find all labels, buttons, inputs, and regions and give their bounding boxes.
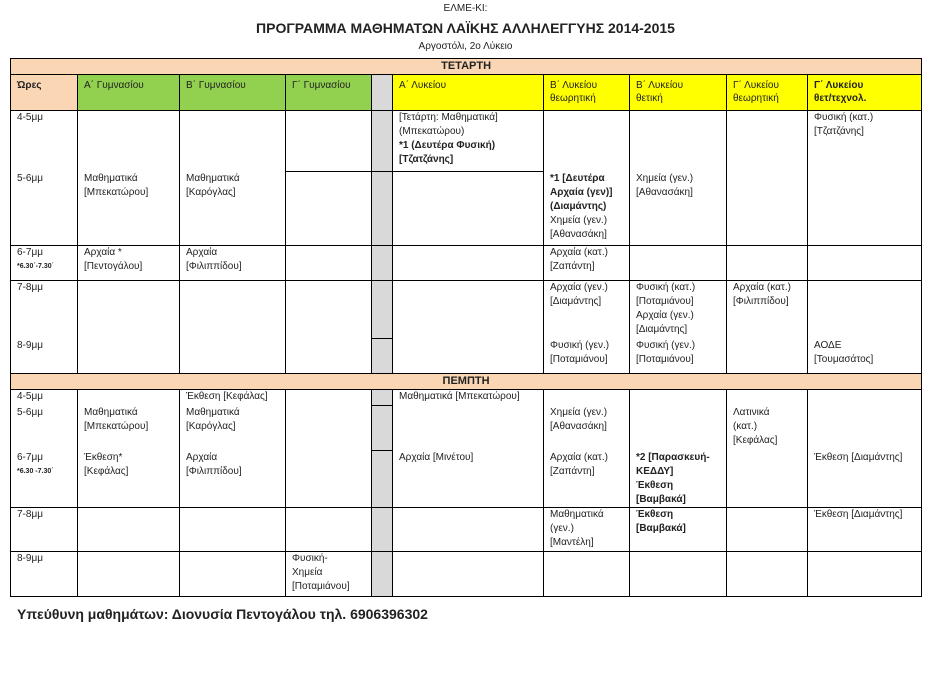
page-subtitle: Αργοστόλι, 2ο Λύκειο bbox=[418, 41, 513, 52]
table-row bbox=[11, 406, 922, 451]
hour-cell: 7-8μμ bbox=[11, 508, 78, 552]
lesson-cell: Μαθηματικά [Μπεκατώρου] bbox=[393, 390, 544, 406]
page-title: ΠΡΟΓΡΑΜΜΑ ΜΑΘΗΜΑΤΩΝ ΛΑΪΚΗΣ ΑΛΛΗΛΕΓΓΥΗΣ 2014-2015 bbox=[256, 20, 675, 36]
table-row bbox=[11, 246, 922, 281]
col-header-a-lyk: Α΄ Λυκείου bbox=[393, 75, 544, 111]
lesson-cell: Έκθεση [Διαμάντης] bbox=[808, 508, 922, 552]
lesson-cell: *2 [Παρασκευή- ΚΕΔΔΥ] Έκθεση [Βαμβακά] bbox=[630, 451, 727, 508]
hour-note: *6.30΄-7.30΄ bbox=[17, 263, 54, 270]
day-row-wednesday bbox=[11, 59, 922, 75]
lesson-cell: Μαθηματικά [Καρόγλας] bbox=[180, 172, 286, 246]
day-label: ΤΕΤΑΡΤΗ bbox=[11, 59, 922, 75]
org-label: ΕΛΜΕ-ΚΙ: bbox=[443, 3, 488, 14]
col-header-b-lyk-theor: Β΄ Λυκείου θεωρητική bbox=[544, 75, 630, 111]
hour-cell: 6-7μμ *6.30΄-7.30΄ bbox=[11, 246, 78, 281]
lesson-cell: Λατινικά (κατ.) [Κεφάλας] bbox=[727, 406, 808, 451]
table-row bbox=[11, 111, 922, 172]
table-row bbox=[11, 339, 922, 374]
lesson-cell: [Τετάρτη: Μαθηματικά] (Μπεκατώρου) *1 (Δευτέρα Φυσική) [Τζατζάνης] bbox=[393, 111, 544, 172]
hour-cell: 7-8μμ bbox=[11, 281, 78, 339]
lesson-cell: Μαθηματικά (γεν.) [Μαντέλη] bbox=[544, 508, 630, 552]
lesson-cell: ΑΟΔΕ [Τουμασάτος] bbox=[808, 339, 922, 374]
lesson-cell: Αρχαία [Μινέτου] bbox=[393, 451, 544, 508]
col-header-c-lyk-thet: Γ΄ Λυκείου θετ/τεχνολ. bbox=[808, 75, 922, 111]
hour-note: *6.30 -7.30΄ bbox=[17, 467, 54, 475]
lesson-cell: Αρχαία (κατ.) [Ζαπάντη] bbox=[544, 246, 630, 281]
lesson-cell: Μαθηματικά [Μπεκατώρου] bbox=[78, 406, 180, 451]
lesson-cell: Αρχαία * [Πεντογάλου] bbox=[78, 246, 180, 281]
table-row bbox=[11, 552, 922, 597]
table-row bbox=[11, 281, 922, 339]
hour-cell: 8-9μμ bbox=[11, 339, 78, 374]
col-header-a-gym: Α΄ Γυμνασίου bbox=[78, 75, 180, 111]
day-label: ΠΕΜΠΤΗ bbox=[11, 374, 922, 390]
lesson-cell: Μαθηματικά [Μπεκατώρου] bbox=[78, 172, 180, 246]
col-header-b-gym: Β΄ Γυμνασίου bbox=[180, 75, 286, 111]
footer-contact: Υπεύθυνη μαθημάτων: Διονυσία Πεντογάλου τηλ. 6906396302 bbox=[17, 606, 428, 622]
schedule-table bbox=[10, 58, 922, 597]
hour-cell: 5-6μμ bbox=[11, 406, 78, 451]
hour-cell: 4-5μμ bbox=[11, 111, 78, 172]
lesson-cell: Φυσική (κατ.) [Ποταμιάνου] Αρχαία (γεν.) [Διαμάντης] bbox=[630, 281, 727, 339]
hour-cell: 8-9μμ bbox=[11, 552, 78, 597]
table-row bbox=[11, 172, 922, 246]
hour-cell: 5-6μμ bbox=[11, 172, 78, 246]
lesson-cell: Αρχαία [Φιλιππίδου] bbox=[180, 451, 286, 508]
column-header-row bbox=[11, 75, 922, 111]
lesson-cell: Φυσική (κατ.) [Τζατζάνης] bbox=[808, 111, 922, 172]
col-header-b-lyk-thet: Β΄ Λυκείου θετική bbox=[630, 75, 727, 111]
lesson-cell: Χημεία (γεν.) [Αθανασάκη] bbox=[630, 172, 727, 246]
separator-cell bbox=[372, 75, 393, 111]
lesson-cell: Έκθεση [Κεφάλας] bbox=[180, 390, 286, 406]
table-row bbox=[11, 390, 922, 406]
lesson-cell: *1 [Δευτέρα Αρχαία (γεν)] (Διαμάντης) Χημεία (γεν.) [Αθανασάκη] bbox=[544, 172, 630, 246]
lesson-cell: Αρχαία (γεν.) [Διαμάντης] bbox=[544, 281, 630, 339]
lesson-cell: Αρχαία [Φιλιππίδου] bbox=[180, 246, 286, 281]
lesson-cell: Έκθεση [Διαμάντης] bbox=[808, 451, 922, 508]
day-row-thursday bbox=[11, 374, 922, 390]
lesson-cell: Φυσική (γεν.) [Ποταμιάνου] bbox=[630, 339, 727, 374]
col-header-hours: Ώρες bbox=[11, 75, 78, 111]
hour-cell: 6-7μμ *6.30 -7.30΄ bbox=[11, 451, 78, 508]
lesson-cell: Αρχαία (κατ.) [Φιλιππίδου] bbox=[727, 281, 808, 339]
table-row bbox=[11, 508, 922, 552]
lesson-cell: Αρχαία (κατ.) [Ζαπάντη] bbox=[544, 451, 630, 508]
col-header-c-lyk-theor: Γ΄ Λυκείου θεωρητική bbox=[727, 75, 808, 111]
lesson-cell: Φυσική (γεν.) [Ποταμιάνου] bbox=[544, 339, 630, 374]
lesson-cell: Χημεία (γεν.) [Αθανασάκη] bbox=[544, 406, 630, 451]
lesson-cell: Έκθεση* [Κεφάλας] bbox=[78, 451, 180, 508]
lesson-cell: Μαθηματικά [Καρόγλας] bbox=[180, 406, 286, 451]
hour-cell: 4-5μμ bbox=[11, 390, 78, 406]
lesson-cell: Έκθεση [Βαμβακά] bbox=[630, 508, 727, 552]
lesson-cell: Φυσική- Χημεία [Ποταμιάνου] bbox=[286, 552, 372, 597]
table-row bbox=[11, 451, 922, 508]
col-header-c-gym: Γ΄ Γυμνασίου bbox=[286, 75, 372, 111]
